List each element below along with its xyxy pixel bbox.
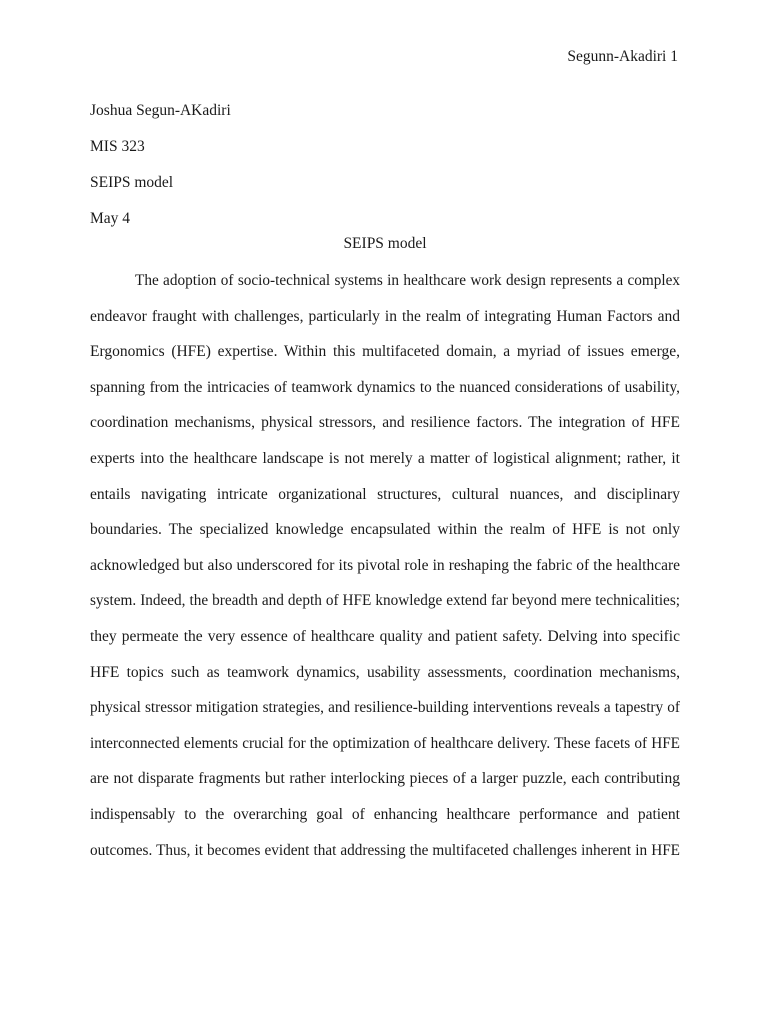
paragraph-line: interconnected elements crucial for the optimization of healthcare delivery. These facets of HFE [90,734,680,752]
paragraph-line: indispensably to the overarching goal of enhancing healthcare performance and patient [90,805,680,823]
paragraph-line: acknowledged but also underscored for its pivotal role in reshaping the fabric of the healthcare [90,556,680,574]
date: May 4 [90,210,131,227]
paragraph-line: outcomes. Thus, it becomes evident that addressing the multifaceted challenges inherent in HFE [90,841,680,859]
course-name: MIS 323 [90,138,145,155]
paragraph-line: they permeate the very essence of healthcare quality and patient safety. Delving into specific [90,627,680,645]
paragraph-line: are not disparate fragments but rather interlocking pieces of a larger puzzle, each contributing [90,770,680,788]
body-paragraph [90,263,680,868]
paragraph-line: The adoption of socio-technical systems in healthcare work design represents a complex [135,272,680,289]
paragraph-line: physical stressor mitigation strategies, and resilience-building interventions reveals a tapestry of [90,699,680,717]
paragraph-line: HFE topics such as teamwork dynamics, usability assessments, coordination mechanisms, [90,663,680,681]
mla-heading [90,93,680,237]
paragraph-line: system. Indeed, the breadth and depth of HFE knowledge extend far beyond mere technicalities; [90,592,680,610]
paragraph-line: spanning from the intricacies of teamwork dynamics to the nuanced considerations of usability, [90,378,680,396]
author-name: Joshua Segun-AKadiri [90,102,231,119]
assignment-name: SEIPS model [90,174,174,191]
paper-title: SEIPS model [343,235,427,252]
running-head: Segunn-Akadiri 1 [567,48,678,65]
paragraph-line: boundaries. The specialized knowledge encapsulated within the realm of HFE is not only [90,521,680,539]
paragraph-line: endeavor fraught with challenges, particularly in the realm of integrating Human Factors and [90,307,680,325]
paragraph-line: coordination mechanisms, physical stressors, and resilience factors. The integration of HFE [90,414,680,432]
paragraph-line: entails navigating intricate organizational structures, cultural nuances, and disciplinary [90,485,680,503]
paragraph-line: experts into the healthcare landscape is not merely a matter of logistical alignment; rather, it [90,449,680,467]
paragraph-line: Ergonomics (HFE) expertise. Within this multifaceted domain, a myriad of issues emerge, [90,343,680,361]
